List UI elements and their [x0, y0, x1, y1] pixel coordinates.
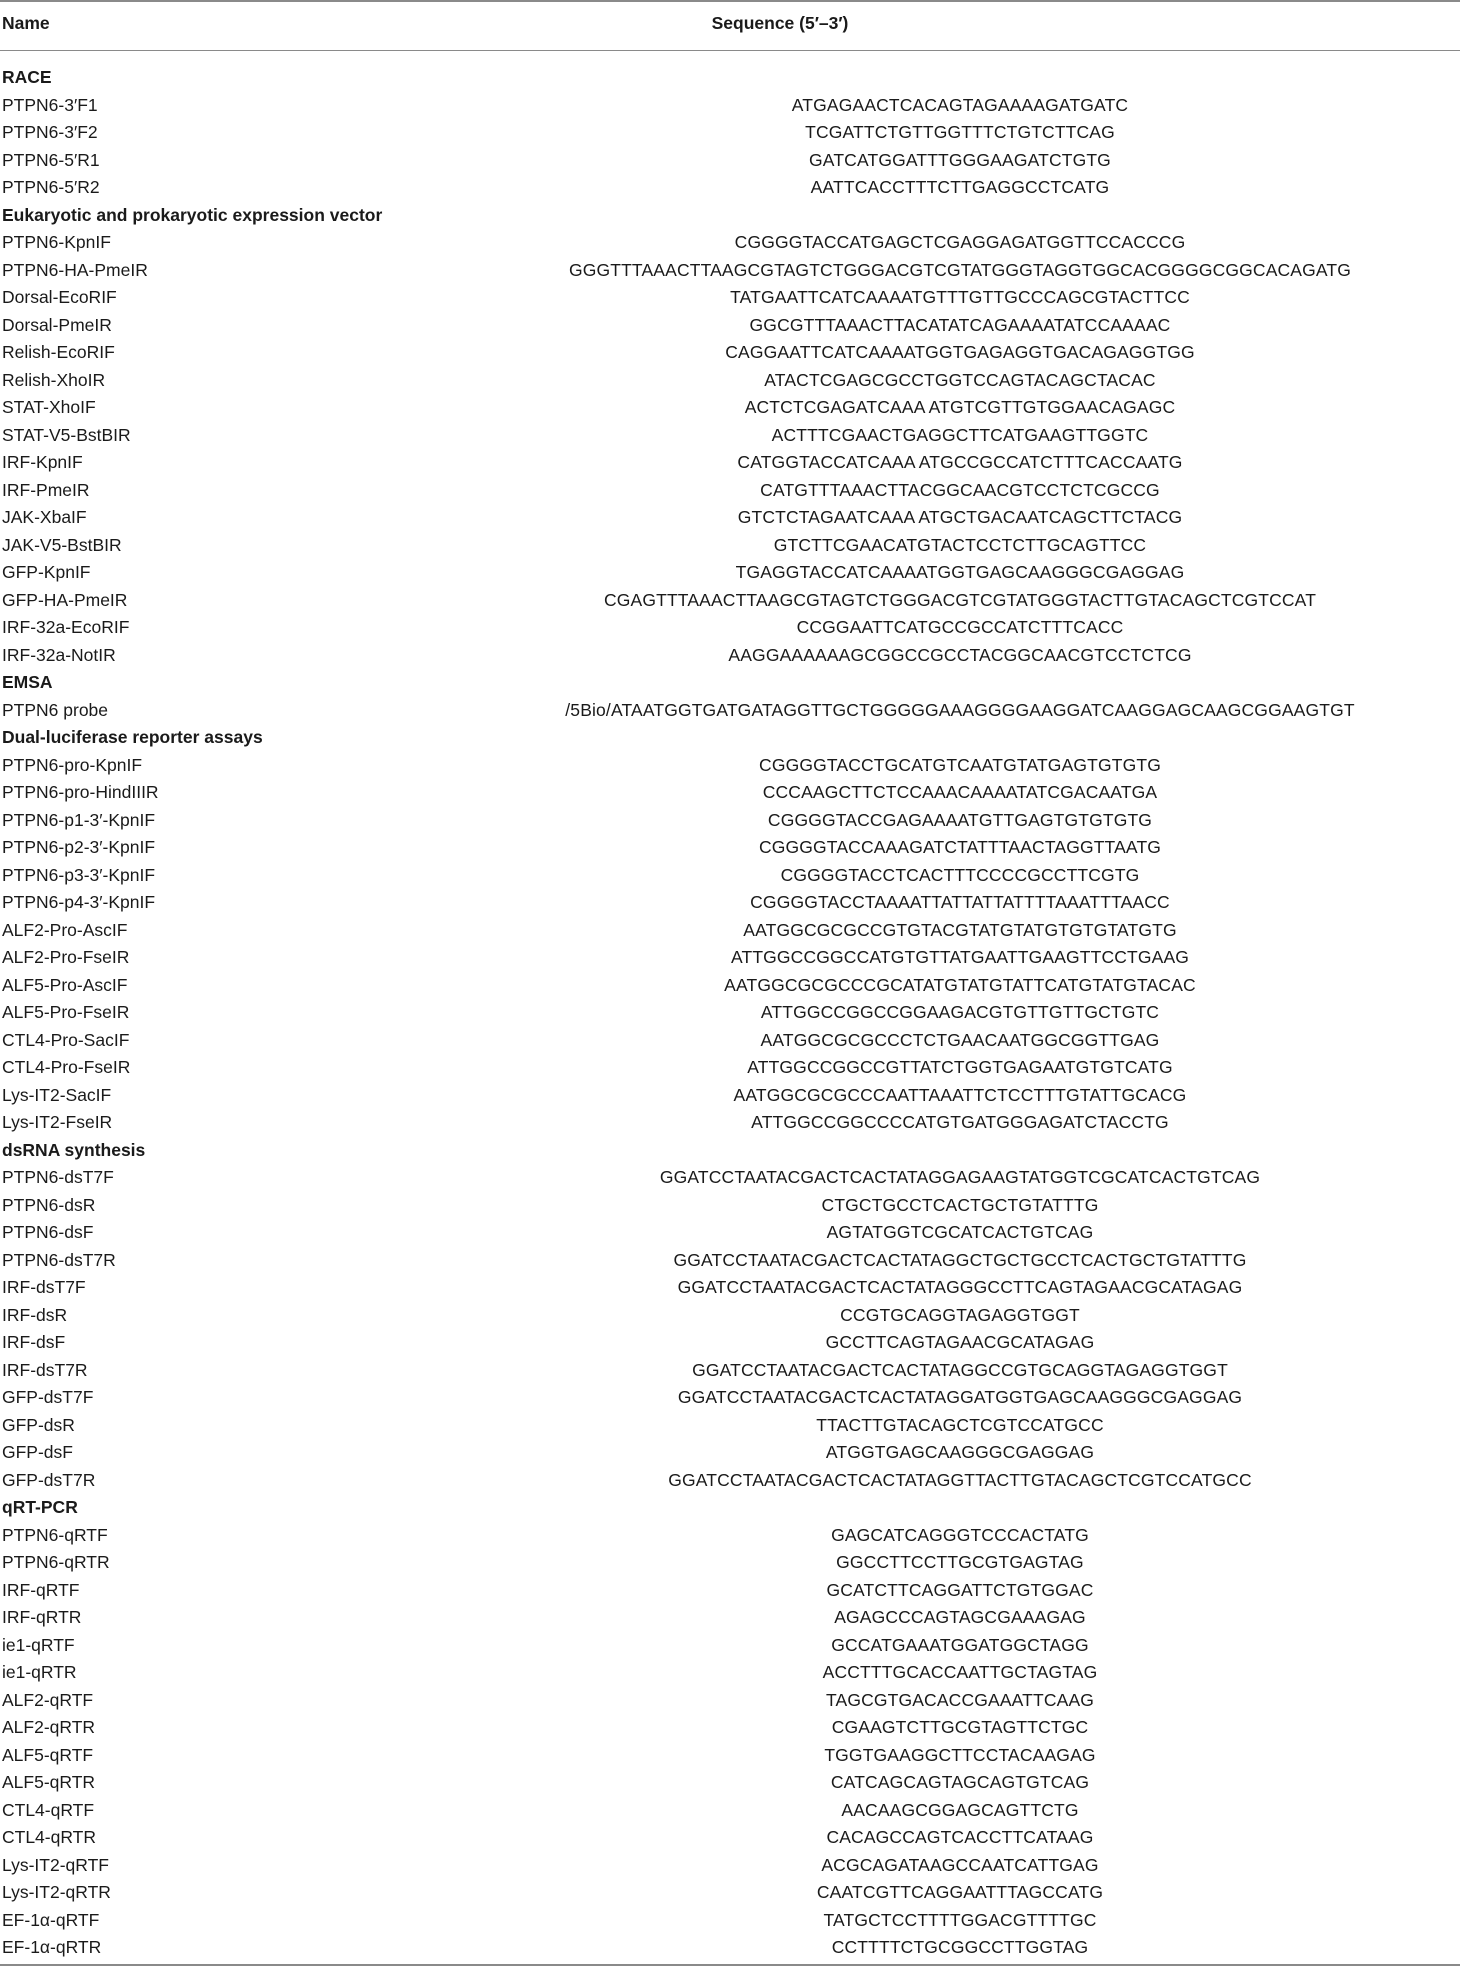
primer-name: PTPN6-dsF [2, 1222, 94, 1242]
table-row [0, 1632, 1460, 1660]
table-row [0, 614, 1460, 642]
primer-name: ALF2-Pro-FseIR [2, 947, 130, 967]
primer-name: PTPN6-3′F2 [2, 122, 98, 142]
primer-name: Lys-IT2-SacIF [2, 1084, 112, 1105]
section-heading: qRT-PCR [2, 1497, 78, 1517]
section-heading: Dual-luciferase reporter assays [2, 727, 263, 747]
table-row [0, 1797, 1460, 1825]
primer-name: GFP-dsF [2, 1442, 73, 1462]
primer-sequence: CGGGGTACCTAAAATTATTATTATTTTAAATTTAACC [750, 892, 1170, 912]
primer-sequence: GCATCTTCAGGATTCTGTGGAC [826, 1579, 1094, 1600]
table-row [0, 642, 1460, 670]
primer-name: Relish-EcoRIF [2, 342, 115, 362]
primer-name: ALF5-qRTF [2, 1744, 94, 1765]
table-row [0, 1879, 1460, 1907]
primer-sequence: ATGAGAACTCACAGTAGAAAAGATGATC [791, 94, 1129, 115]
table-row [0, 1852, 1460, 1880]
header-name: Name [2, 13, 50, 33]
primer-sequence: TGAGGTACCATCAAAATGGTGAGCAAGGGCGAGGAG [735, 562, 1185, 582]
primer-sequence: GTCTTCGAACATGTACTCCTCTTGCAGTTCC [773, 534, 1147, 555]
primer-name: IRF-qRTF [2, 1579, 80, 1600]
table-row [0, 587, 1460, 615]
primer-name: STAT-V5-BstBIR [2, 424, 131, 445]
table-row [0, 1384, 1460, 1412]
section-heading-row [0, 1137, 1460, 1165]
primer-name: PTPN6-dsT7F [2, 1167, 114, 1187]
primer-name: IRF-dsF [2, 1332, 66, 1352]
primer-name: IRF-32a-EcoRIF [2, 617, 130, 637]
table-row [0, 1522, 1460, 1550]
primer-name: Lys-IT2-qRTR [2, 1882, 111, 1902]
primer-sequence: AGTATGGTCGCATCACTGTCAG [826, 1222, 1094, 1242]
primer-sequence: CCTTTTCTGCGGCCTTGGTAG [831, 1937, 1089, 1957]
primer-name: Relish-XhoIR [2, 369, 106, 390]
primer-sequence: ATGGTGAGCAAGGGCGAGGAG [825, 1442, 1095, 1462]
primer-sequence: ACGCAGATAAGCCAATCATTGAG [821, 1854, 1099, 1875]
table-row [0, 1769, 1460, 1797]
primer-name: IRF-qRTR [2, 1607, 82, 1627]
table-row [0, 972, 1460, 1000]
primer-sequence: CGGGGTACCATGAGCTCGAGGAGATGGTTCCACCCG [734, 232, 1186, 252]
section-heading: Eukaryotic and prokaryotic expression vector [2, 204, 383, 225]
table-row [0, 257, 1460, 285]
primer-name: ie1-qRTF [2, 1634, 75, 1655]
primer-sequence: CTGCTGCCTCACTGCTGTATTTG [821, 1194, 1099, 1215]
primer-name: GFP-KpnIF [2, 562, 91, 582]
primer-name: Lys-IT2-FseIR [2, 1112, 113, 1132]
table-row [0, 944, 1460, 972]
primer-name: PTPN6-HA-PmeIR [2, 259, 148, 280]
primer-name: ALF5-qRTR [2, 1772, 96, 1792]
primer-name: CTL4-Pro-SacIF [2, 1029, 130, 1050]
table-row [0, 1109, 1460, 1137]
table-row [0, 339, 1460, 367]
primer-sequence: ATTGGCCGGCCATGTGTTATGAATTGAAGTTCCTGAAG [730, 947, 1190, 967]
primer-name: GFP-dsR [2, 1414, 75, 1435]
primer-name: IRF-PmeIR [2, 479, 90, 500]
table-row [0, 1467, 1460, 1495]
primer-name: ALF2-Pro-AscIF [2, 919, 128, 940]
table-row [0, 779, 1460, 807]
primer-name: EF-1α-qRTF [2, 1909, 100, 1930]
primer-name: PTPN6-qRTF [2, 1524, 108, 1545]
table-row [0, 532, 1460, 560]
table-row [0, 1192, 1460, 1220]
table-row [0, 92, 1460, 120]
table-row [0, 559, 1460, 587]
primer-name: Dorsal-EcoRIF [2, 287, 117, 307]
primer-sequence: GCCTTCAGTAGAACGCATAGAG [825, 1332, 1095, 1352]
primer-sequence: GGATCCTAATACGACTCACTATAGGGCCTTCAGTAGAACGCATAGAG [677, 1277, 1243, 1297]
primer-sequence: CAGGAATTCATCAAAATGGTGAGAGGTGACAGAGGTGG [725, 342, 1195, 362]
table-row [0, 999, 1460, 1027]
table-row [0, 504, 1460, 532]
table-row [0, 1577, 1460, 1605]
section-heading: EMSA [2, 672, 53, 692]
primer-sequence: ACTTTCGAACTGAGGCTTCATGAAGTTGGTC [771, 424, 1149, 445]
primer-name: IRF-dsT7F [2, 1277, 86, 1297]
primer-sequence: GGCCTTCCTTGCGTGAGTAG [836, 1552, 1084, 1572]
primer-sequence: CATGTTTAAACTTACGGCAACGTCCTCTCGCCG [760, 479, 1160, 500]
primer-sequence: CAATCGTTCAGGAATTTAGCCATG [816, 1882, 1104, 1902]
primer-name: PTPN6 probe [2, 699, 109, 720]
primer-sequence: CGAGTTTAAACTTAAGCGTAGTCTGGGACGTCGTATGGGTACTTGTACAGCTCGTCCAT [603, 589, 1317, 610]
primer-sequence: TTACTTGTACAGCTCGTCCATGCC [816, 1414, 1104, 1435]
table-row [0, 889, 1460, 917]
primer-sequence: CATCAGCAGTAGCAGTGTCAG [830, 1772, 1090, 1792]
primer-sequence: GGATCCTAATACGACTCACTATAGGAGAAGTATGGTCGCATCACTGTCAG [659, 1167, 1261, 1187]
primer-sequence: /5Bio/ATAATGGTGATGATAGGTTGCTGGGGGAAAGGGGAAGGATCAAGGAGCAAGCGGAAGTGT [565, 699, 1355, 720]
primer-sequence: AATGGCGCGCCGTGTACGTATGTATGTGTGTATGTG [743, 919, 1177, 940]
primer-name: ALF2-qRTR [2, 1717, 96, 1737]
primer-name: GFP-dsT7R [2, 1469, 96, 1490]
primer-name: GFP-HA-PmeIR [2, 589, 128, 610]
primer-sequence: ATTGGCCGGCCGTTATCTGGTGAGAATGTGTCATG [747, 1057, 1173, 1077]
primer-sequence: GCCATGAAATGGATGGCTAGG [831, 1634, 1089, 1655]
primer-sequence: GGATCCTAATACGACTCACTATAGGATGGTGAGCAAGGGCGAGGAG [677, 1387, 1243, 1407]
primer-sequence: GGCGTTTAAACTTACATATCAGAAAATATCCAAAAC [749, 314, 1171, 335]
table-row [0, 1027, 1460, 1055]
table-row [0, 229, 1460, 257]
primer-name: PTPN6-KpnIF [2, 232, 111, 252]
table-row [0, 807, 1460, 835]
section-heading: RACE [2, 67, 52, 87]
primer-sequence: CGGGGTACCGAGAAAATGTTGAGTGTGTGTG [767, 809, 1153, 830]
primer-name: IRF-KpnIF [2, 452, 83, 472]
primer-name: PTPN6-3′F1 [2, 94, 98, 115]
primer-sequence: GGGTTTAAACTTAAGCGTAGTCTGGGACGTCGTATGGGTAGGTGGCACGGGGCGGCACAGATG [568, 259, 1352, 280]
table-row [0, 1687, 1460, 1715]
primer-name: PTPN6-pro-HindIIIR [2, 782, 159, 802]
table-bottom-rule [0, 1964, 1460, 1966]
table-header [0, 0, 1460, 50]
table-row [0, 1164, 1460, 1192]
table-row [0, 1439, 1460, 1467]
table-row [0, 1274, 1460, 1302]
primer-name: PTPN6-5′R1 [2, 149, 100, 170]
section-heading-row [0, 202, 1460, 230]
primer-sequence: TAGCGTGACACCGAAATTCAAG [825, 1689, 1095, 1710]
primer-name: JAK-XbaIF [2, 507, 87, 527]
primer-name: STAT-XhoIF [2, 397, 96, 417]
primer-name: PTPN6-5′R2 [2, 177, 100, 197]
primer-name: Dorsal-PmeIR [2, 314, 112, 335]
primer-name: CTL4-qRTR [2, 1827, 97, 1847]
primer-sequence: CCGGAATTCATGCCGCCATCTTTCACC [796, 617, 1124, 637]
table-row [0, 1742, 1460, 1770]
header-sequence: Sequence (5′–3′) [711, 13, 849, 33]
table-row [0, 147, 1460, 175]
primer-sequence: CGGGGTACCTCACTTTCCCCGCCTTCGTG [780, 864, 1140, 885]
table-row [0, 119, 1460, 147]
primer-name: IRF-dsT7R [2, 1359, 88, 1380]
primer-sequence: CGAAGTCTTGCGTAGTTCTGC [831, 1717, 1089, 1737]
primer-name: EF-1α-qRTR [2, 1937, 102, 1957]
primer-sequence: TGGTGAAGGCTTCCTACAAGAG [824, 1744, 1096, 1765]
table-row [0, 697, 1460, 725]
primer-sequence: AACAAGCGGAGCAGTTCTG [841, 1799, 1079, 1820]
primer-sequence: TATGCTCCTTTTGGACGTTTTGC [823, 1909, 1097, 1930]
primer-sequence: GATCATGGATTTGGGAAGATCTGTG [809, 149, 1111, 170]
primer-sequence: GAGCATCAGGGTCCCACTATG [831, 1524, 1089, 1545]
primer-sequence: ATTGGCCGGCCGGAAGACGTGTTGTTGCTGTC [760, 1002, 1160, 1022]
primer-sequence: AATGGCGCGCCCTCTGAACAATGGCGGTTGAG [760, 1029, 1160, 1050]
primer-name: PTPN6-p3-3′-KpnIF [2, 864, 156, 885]
primer-sequence: CGGGGTACCTGCATGTCAATGTATGAGTGTGTG [759, 754, 1161, 775]
table-row [0, 174, 1460, 202]
table-body [0, 64, 1460, 1962]
primer-name: IRF-dsR [2, 1304, 68, 1325]
primer-name: PTPN6-dsT7R [2, 1249, 116, 1270]
primer-sequence: CCCAAGCTTCTCCAAACAAAATATCGACAATGA [762, 782, 1158, 802]
table-row [0, 284, 1460, 312]
section-heading-row [0, 724, 1460, 752]
primer-name: IRF-32a-NotIR [2, 644, 116, 665]
primer-name: JAK-V5-BstBIR [2, 534, 122, 555]
primer-sequence: ATACTCGAGCGCCTGGTCCAGTACAGCTACAC [764, 369, 1156, 390]
primer-name: PTPN6-pro-KpnIF [2, 754, 143, 775]
table-row [0, 449, 1460, 477]
table-row [0, 1934, 1460, 1962]
table-row [0, 394, 1460, 422]
table-row [0, 1357, 1460, 1385]
primer-name: PTPN6-p2-3′-KpnIF [2, 837, 156, 857]
section-heading: dsRNA synthesis [2, 1139, 146, 1160]
primer-name: PTPN6-qRTR [2, 1552, 110, 1572]
primer-sequence: ATTGGCCGGCCCCATGTGATGGGAGATCTACCTG [751, 1112, 1169, 1132]
section-heading-row [0, 1494, 1460, 1522]
primer-sequence: GGATCCTAATACGACTCACTATAGGCTGCTGCCTCACTGCTGTATTTG [673, 1249, 1247, 1270]
primer-sequence: ACCTTTGCACCAATTGCTAGTAG [822, 1662, 1098, 1682]
primer-name: PTPN6-p1-3′-KpnIF [2, 809, 156, 830]
primer-sequence: AGAGCCCAGTAGCGAAAGAG [834, 1607, 1086, 1627]
primer-name: ALF5-Pro-AscIF [2, 974, 128, 995]
table-row [0, 917, 1460, 945]
table-row [0, 1219, 1460, 1247]
table-row [0, 367, 1460, 395]
table-row [0, 1412, 1460, 1440]
table-row [0, 422, 1460, 450]
primer-name: ALF5-Pro-FseIR [2, 1002, 130, 1022]
table-row [0, 1907, 1460, 1935]
table-row [0, 1714, 1460, 1742]
primer-sequence: GGATCCTAATACGACTCACTATAGGCCGTGCAGGTAGAGGTGGT [692, 1359, 1228, 1380]
primer-sequence: ACTCTCGAGATCAAA ATGTCGTTGTGGAACAGAGC [744, 397, 1176, 417]
table-row [0, 1054, 1460, 1082]
table-row [0, 834, 1460, 862]
primer-sequence: AATTCACCTTTCTTGAGGCCTCATG [810, 177, 1110, 197]
table-row [0, 1659, 1460, 1687]
section-heading-row [0, 669, 1460, 697]
primer-name: ie1-qRTR [2, 1662, 77, 1682]
primer-name: ALF2-qRTF [2, 1689, 94, 1710]
table-row [0, 752, 1460, 780]
primer-sequence: CGGGGTACCAAAGATCTATTTAACTAGGTTAATG [758, 837, 1162, 857]
table-row [0, 312, 1460, 340]
header-rule [0, 50, 1460, 51]
primer-sequence: CCGTGCAGGTAGAGGTGGT [840, 1304, 1080, 1325]
table-row [0, 1329, 1460, 1357]
table-row [0, 1604, 1460, 1632]
primer-sequence: CATGGTACCATCAAA ATGCCGCCATCTTTCACCAATG [737, 452, 1183, 472]
primer-name: CTL4-Pro-FseIR [2, 1057, 131, 1077]
primer-sequence: AATGGCGCGCCCAATTAAATTCTCCTTTGTATTGCACG [733, 1084, 1187, 1105]
primer-name: Lys-IT2-qRTF [2, 1854, 109, 1875]
table-row [0, 1824, 1460, 1852]
section-heading-row [0, 64, 1460, 92]
primer-name: CTL4-qRTF [2, 1799, 95, 1820]
primer-name: PTPN6-dsR [2, 1194, 96, 1215]
table-row [0, 862, 1460, 890]
table-row [0, 1549, 1460, 1577]
primer-sequence: AATGGCGCGCCCGCATATGTATGTATTCATGTATGTACAC [724, 974, 1196, 995]
primer-sequence: GGATCCTAATACGACTCACTATAGGTTACTTGTACAGCTCGTCCATGCC [668, 1469, 1252, 1490]
primer-sequence: GTCTCTAGAATCAAA ATGCTGACAATCAGCTTCTACG [737, 507, 1183, 527]
table-row [0, 477, 1460, 505]
table-row [0, 1082, 1460, 1110]
primer-sequence: TATGAATTCATCAAAATGTTTGTTGCCCAGCGTACTTCC [730, 287, 1190, 307]
primer-sequence: CACAGCCAGTCACCTTCATAAG [826, 1827, 1094, 1847]
primer-name: GFP-dsT7F [2, 1387, 94, 1407]
table-row [0, 1247, 1460, 1275]
primer-sequence: AAGGAAAAAAGCGGCCGCCTACGGCAACGTCCTCTCG [728, 644, 1192, 665]
table-row [0, 1302, 1460, 1330]
primer-sequence: TCGATTCTGTTGGTTTCTGTCTTCAG [805, 122, 1115, 142]
primer-name: PTPN6-p4-3′-KpnIF [2, 892, 156, 912]
